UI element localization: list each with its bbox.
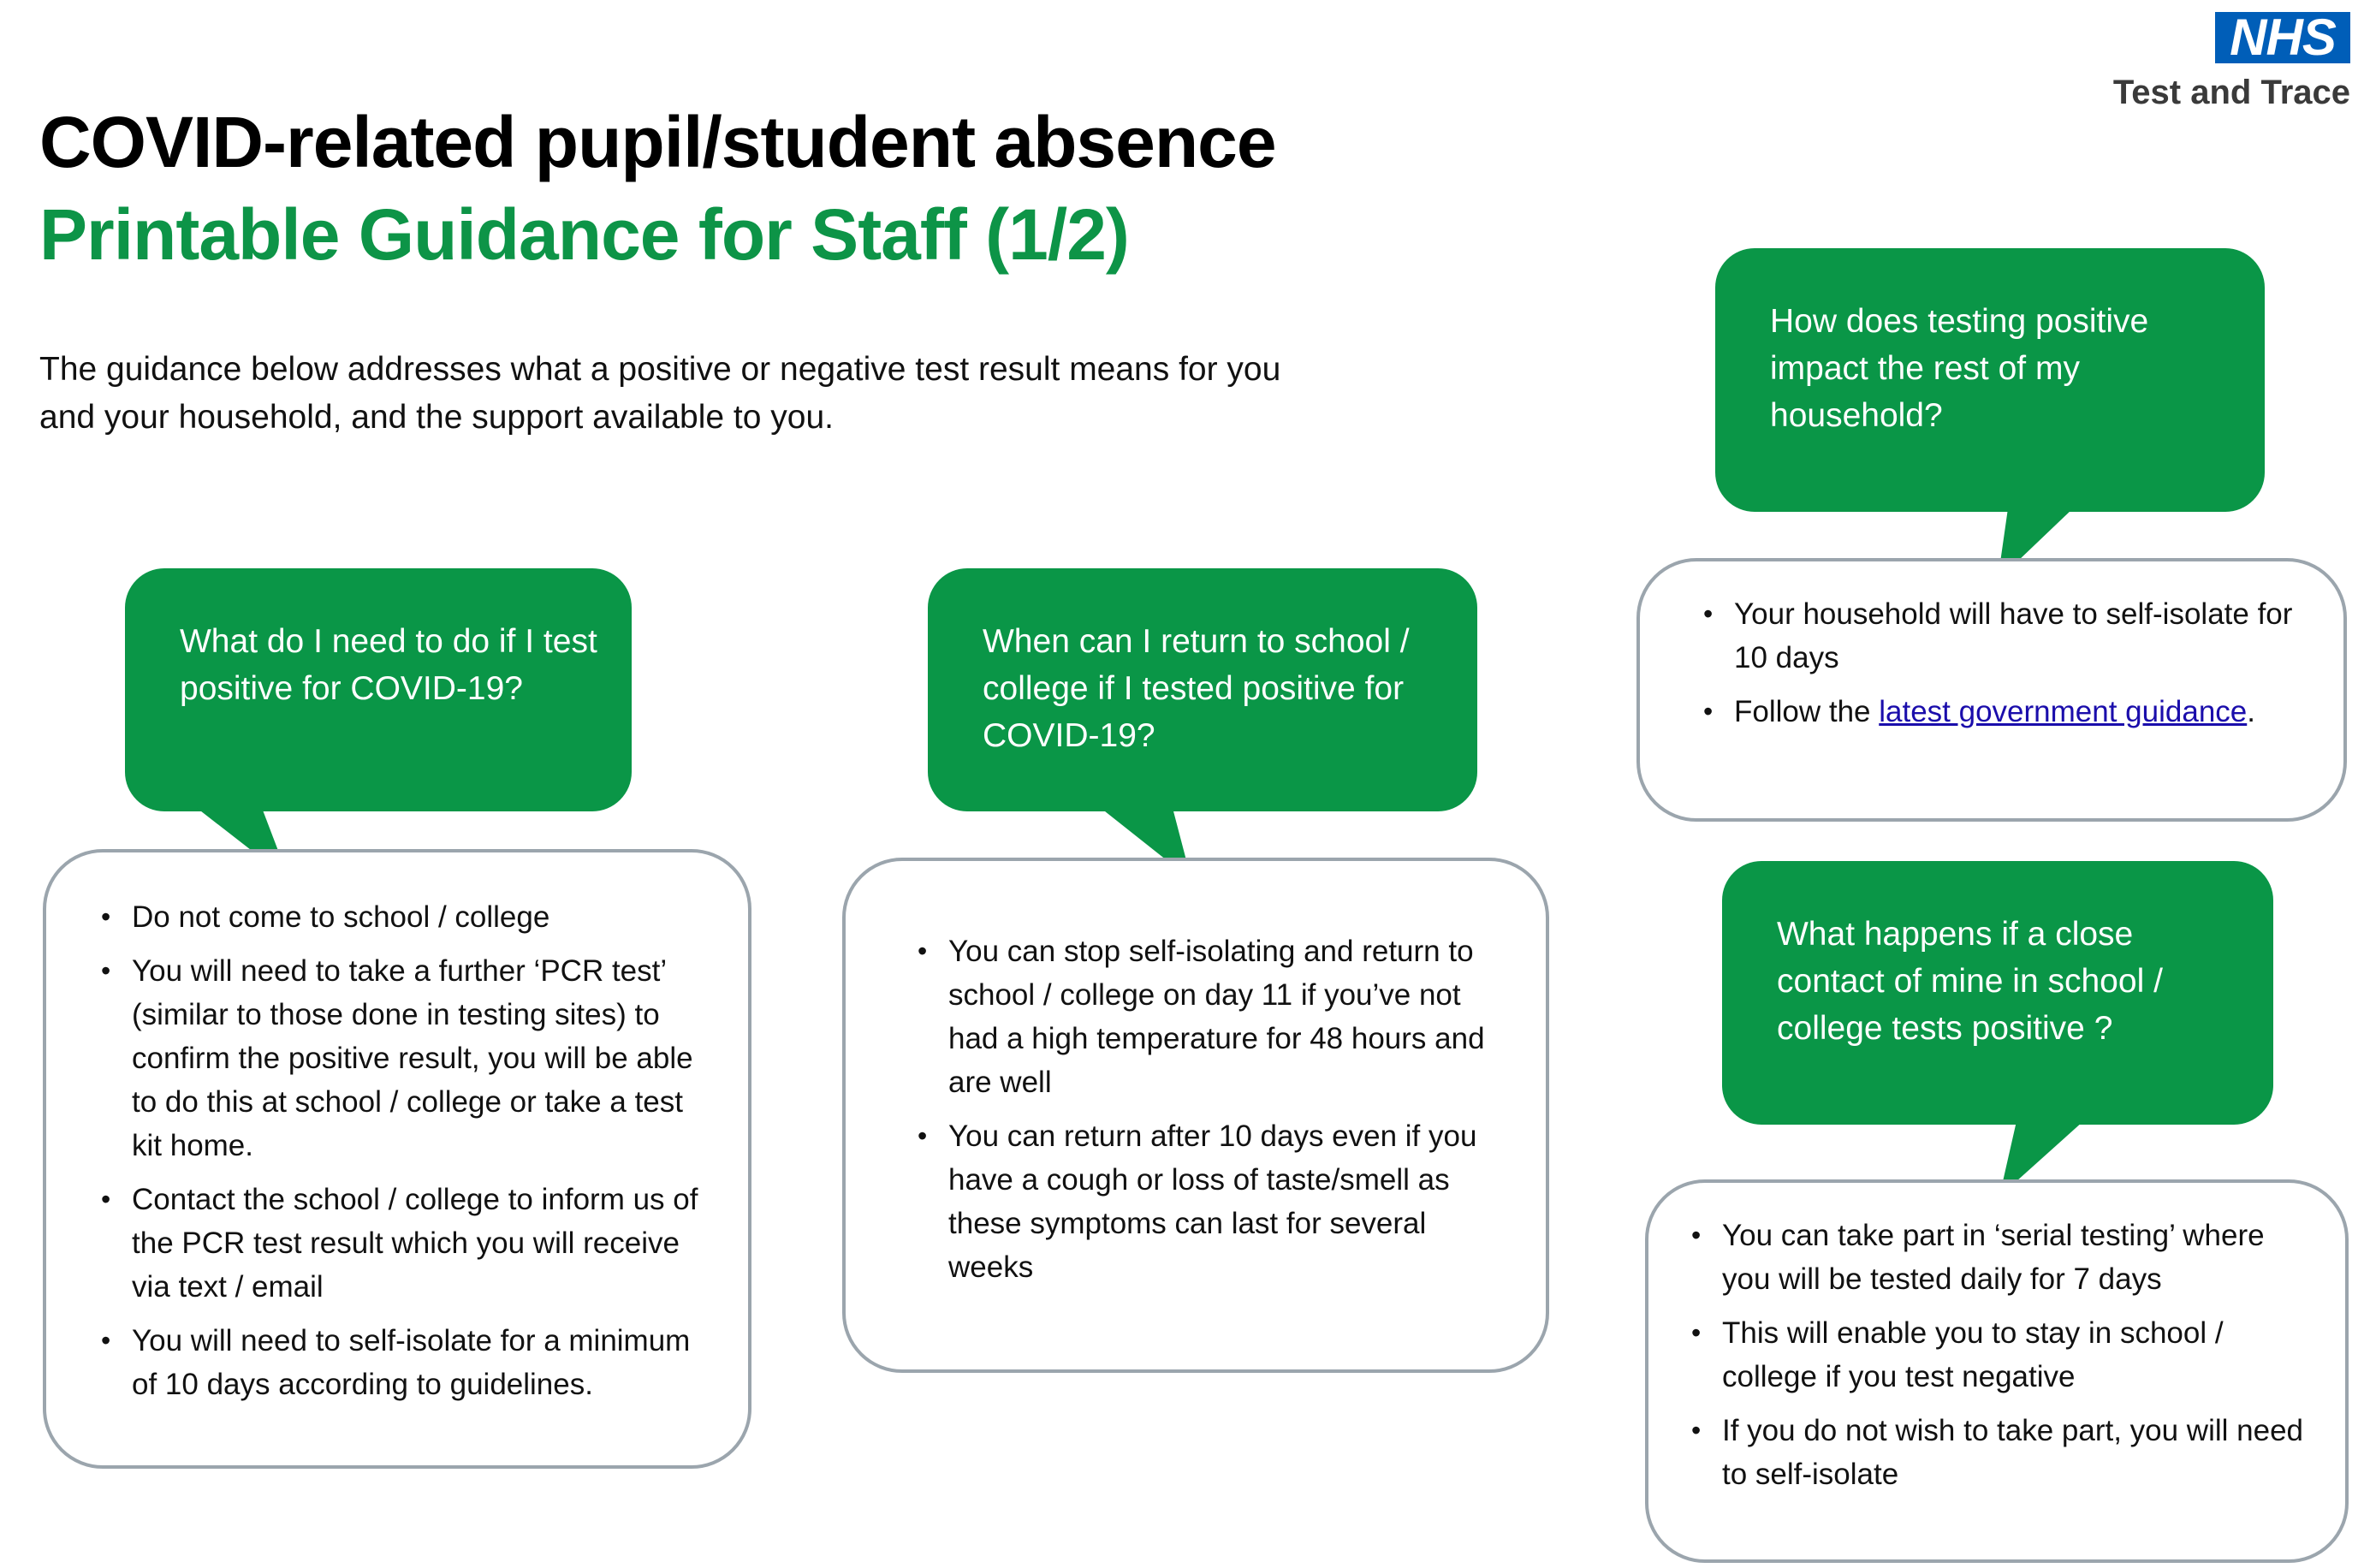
contact-bullet-list xyxy=(1691,1214,2311,1496)
question-contact-text: What happens if a close contact of mine in school / college tests positive ? xyxy=(1777,916,2163,1047)
period-text: . xyxy=(2247,695,2255,728)
nhs-logo: NHS xyxy=(2215,12,2350,63)
list-item: • Do not come to school / college xyxy=(101,895,705,939)
answer-box-contact xyxy=(1645,1179,2349,1563)
list-item: • If you do not wish to take part, you will need to self-isolate xyxy=(1691,1409,2311,1496)
answer-box-return xyxy=(842,858,1549,1373)
return-bullet-list xyxy=(918,930,1503,1289)
answer-box-positive xyxy=(43,849,751,1469)
question-bubble-household xyxy=(1715,248,2265,512)
list-item xyxy=(1703,690,2309,734)
page-subtitle: Printable Guidance for Staff (1/2) xyxy=(39,194,1129,275)
list-item: • You can take part in ‘serial testing’ where you will be tested daily for 7 days xyxy=(1691,1214,2311,1301)
list-item: • This will enable you to stay in school / college if you test negative xyxy=(1691,1311,2311,1399)
list-item: • Contact the school / college to inform us of the PCR test result which you will receive via text / email xyxy=(101,1178,705,1309)
list-item: • You can return after 10 days even if you have a cough or loss of taste/smell as these symptoms can last for several weeks xyxy=(918,1114,1503,1289)
positive-bullet-list xyxy=(101,895,705,1406)
intro-line-1: The guidance below addresses what a positive or negative test result means for you xyxy=(39,351,1281,388)
list-item: • You can stop self-isolating and return to school / college on day 11 if you’ve not had a high temperature for 48 hours and are well xyxy=(918,930,1503,1104)
answer-box-household xyxy=(1636,558,2347,822)
question-positive-text: What do I need to do if I test positive for COVID-19? xyxy=(180,623,597,707)
test-and-trace-caption: Test and Trace xyxy=(2112,74,2350,111)
question-household-text: How does testing positive impact the rest of my household? xyxy=(1770,303,2149,434)
latest-government-guidance-link[interactable]: latest government guidance xyxy=(1879,695,2248,728)
question-bubble-return xyxy=(928,568,1477,811)
list-item: • Your household will have to self-isolate for 10 days xyxy=(1703,592,2309,680)
household-bullet-list xyxy=(1703,592,2309,734)
follow-text: Follow the xyxy=(1734,695,1880,728)
list-item: • You will need to take a further ‘PCR test’ (similar to those done in testing sites) to confirm the positive result, you will be able to do this at school / college or take a test kit home. xyxy=(101,949,705,1167)
question-return-text: When can I return to school / college if I tested positive for COVID-19? xyxy=(983,623,1410,754)
page-title: COVID-related pupil/student absence xyxy=(39,102,1276,182)
question-bubble-contact xyxy=(1722,861,2273,1125)
question-bubble-positive xyxy=(125,568,632,811)
intro-paragraph xyxy=(39,346,1443,442)
intro-line-2: and your household, and the support available to you. xyxy=(39,399,835,436)
list-item: • You will need to self-isolate for a minimum of 10 days according to guidelines. xyxy=(101,1319,705,1406)
